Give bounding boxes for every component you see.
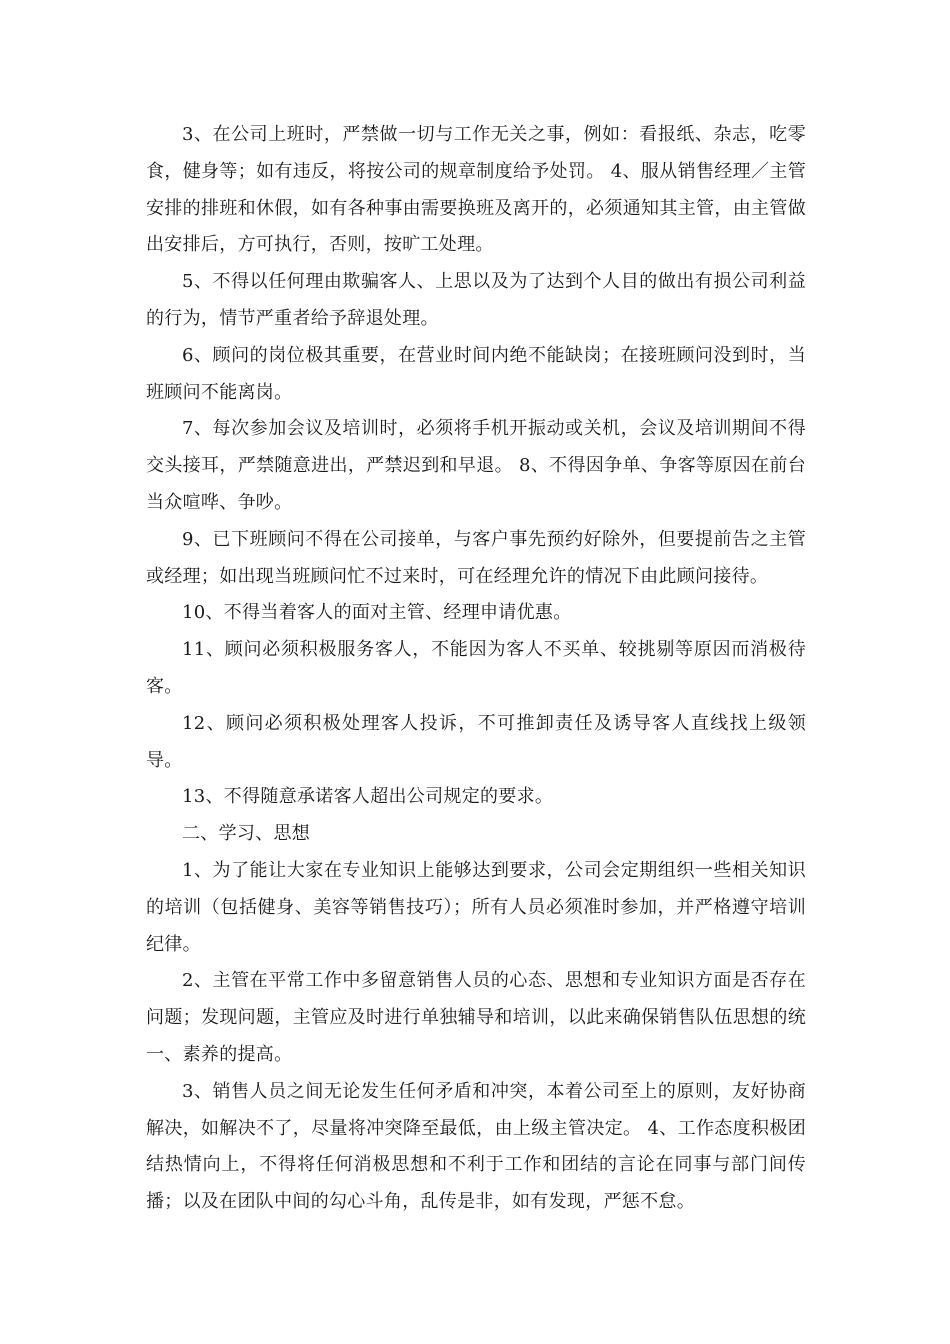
paragraph-rule-7-8: 7、每次参加会议及培训时，必须将手机开振动或关机，会议及培训期间不得交头接耳，严禁随意进出，严禁迟到和早退。 8、不得因争单、争客等原因在前台当众喧哗、争吵。 — [146, 418, 806, 513]
document-page — [146, 117, 806, 1221]
paragraph-rule-13: 13、不得随意承诺客人超出公司规定的要求。 — [182, 786, 554, 808]
paragraph-rule-12: 12、顾问必须积极处理客人投诉，不可推卸责任及诱导客人直线找上级领导。 — [146, 712, 806, 771]
paragraph-rule-3-4: 3、在公司上班时，严禁做一切与工作无关之事，例如：看报纸、杂志，吃零食，健身等；如有违反，将按公司的规章制度给予处罚。 4、服从销售经理／主管安排的排班和休假，如有各种事由需要换班及离开的，必须通知其主管，由主管做出安排后，方可执行，否则，按旷工处理。 — [146, 124, 806, 256]
paragraph-study-1: 1、为了能让大家在专业知识上能够达到要求，公司会定期组织一些相关知识的培训（包括健身、美容等销售技巧）；所有人员必须准时参加，并严格遵守培训纪律。 — [146, 859, 806, 955]
paragraph-rule-11: 11、顾问必须积极服务客人，不能因为客人不买单、较挑剔等原因而消极待客。 — [146, 639, 806, 697]
paragraph-study-2: 2、主管在平常工作中多留意销售人员的心态、思想和专业知识方面是否存在问题；发现问题，主管应及时进行单独辅导和培训，以此来确保销售队伍思想的统一、素养的提高。 — [146, 970, 806, 1065]
paragraph-rule-5: 5、不得以任何理由欺骗客人、上思以及为了达到个人目的做出有损公司利益的行为，情节严重者给予辞退处理。 — [146, 271, 806, 329]
section-heading-study-thought: 二、学习、思想 — [182, 823, 311, 845]
paragraph-rule-6: 6、顾问的岗位极其重要，在营业时间内绝不能缺岗；在接班顾问没到时，当班顾问不能离岗。 — [146, 344, 806, 403]
paragraph-rule-9: 9、已下班顾问不得在公司接单，与客户事先预约好除外，但要提前告之主管或经理；如出现当班顾问忙不过来时，可在经理允许的情况下由此顾问接待。 — [146, 528, 806, 587]
paragraph-study-3-4: 3、销售人员之间无论发生任何矛盾和冲突，本着公司至上的原则，友好协商解决，如解决不了，尽量将冲突降至最低，由上级主管决定。 4、工作态度积极团结热情向上，不得将任何消极思想和不利于工作和团结的言论在同事与部门间传播；以及在团队中间的勾心斗角，乱传是非，如有发现，严惩不怠。 — [146, 1080, 806, 1213]
paragraph-rule-10: 10、不得当着客人的面对主管、经理申请优惠。 — [182, 602, 572, 624]
